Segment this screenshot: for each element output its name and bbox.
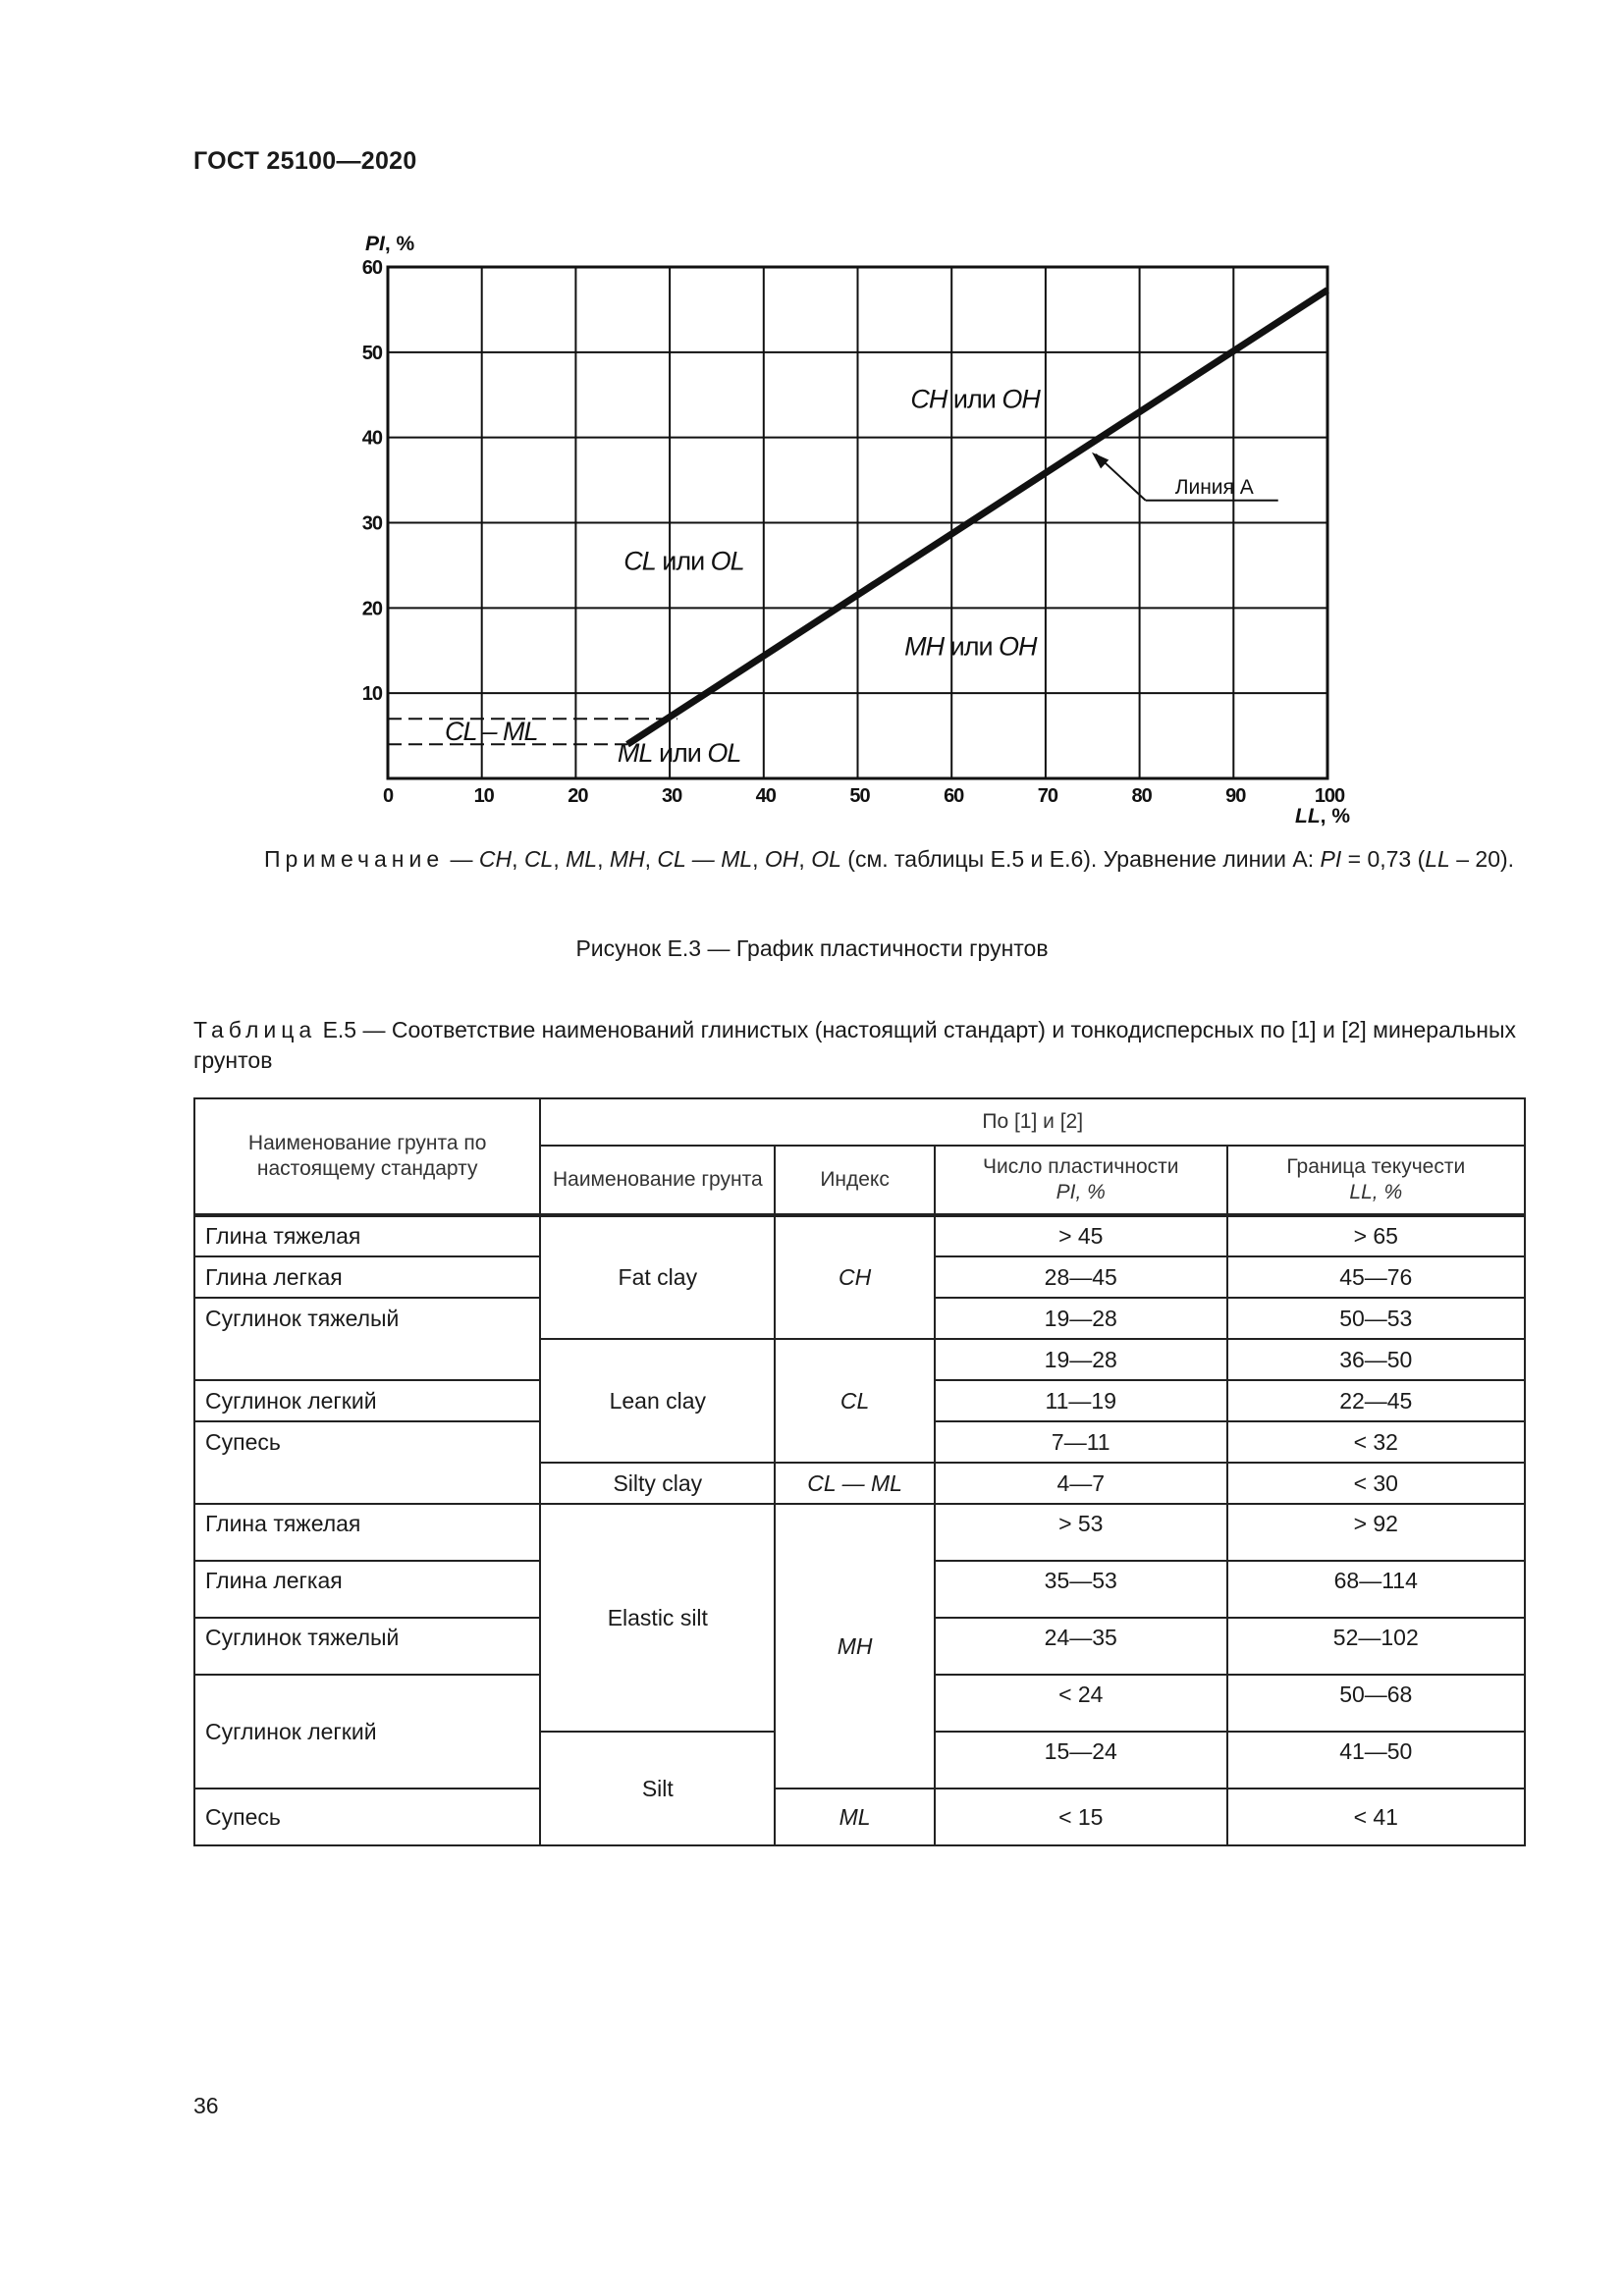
note-segment: (см. таблицы Е.5 и Е.6). Уравнение линии А: xyxy=(840,846,1321,872)
note-segment: CL — ML xyxy=(657,846,753,872)
x-axis-label: LL, % xyxy=(1295,805,1350,828)
header-gost-name: Наименование грунта по настоящему стандарту xyxy=(194,1098,540,1215)
annotation-arrowhead xyxy=(1092,453,1109,469)
annotation-label: Линия А xyxy=(1174,475,1254,499)
pi-cell: 19—28 xyxy=(935,1298,1227,1339)
pi-cell: 19—28 xyxy=(935,1339,1227,1380)
note-segment: ML xyxy=(566,846,598,872)
zone-label: ML или OL xyxy=(617,737,741,768)
table-row xyxy=(194,1789,1525,1845)
index-cell: CH xyxy=(775,1215,935,1339)
table-row xyxy=(194,1215,1525,1256)
ll-cell: > 65 xyxy=(1227,1215,1525,1256)
ll-cell: < 32 xyxy=(1227,1421,1525,1463)
x-tick-label: 90 xyxy=(1225,785,1246,807)
x-tick-label: 50 xyxy=(849,785,870,807)
ll-cell: 52—102 xyxy=(1227,1618,1525,1675)
note-segment: – 20). xyxy=(1449,846,1515,872)
note-segment: OL xyxy=(811,846,841,872)
ll-cell: 68—114 xyxy=(1227,1561,1525,1618)
x-tick-label: 70 xyxy=(1037,785,1058,807)
pi-cell: < 15 xyxy=(935,1789,1227,1845)
note-segment: , xyxy=(512,846,524,872)
gost-name-cell: Глина легкая xyxy=(194,1561,540,1618)
figure-note xyxy=(193,842,1525,877)
index-cell: CL xyxy=(775,1339,935,1463)
ll-cell: 50—68 xyxy=(1227,1675,1525,1732)
table-row xyxy=(194,1504,1525,1561)
soil-name-cell: Lean clay xyxy=(540,1339,775,1463)
header-pi xyxy=(935,1146,1227,1215)
y-tick-label: 50 xyxy=(361,342,382,364)
ll-cell: 45—76 xyxy=(1227,1256,1525,1298)
note-segment: PI xyxy=(1320,846,1342,872)
header-name: Наименование грунта xyxy=(540,1146,775,1215)
index-cell: ML xyxy=(775,1789,935,1845)
note-segment: , xyxy=(798,846,812,872)
header-ll-symbol: LL, % xyxy=(1349,1181,1403,1203)
table-caption-text: Е.5 — Соответствие наименований глинистых (настоящий стандарт) и тонкодисперсных по [1] и [2] минеральных грунтов xyxy=(193,1017,1517,1073)
x-tick-label: 0 xyxy=(382,785,394,807)
soil-correspondence-table xyxy=(193,1097,1526,1846)
page-number: 36 xyxy=(193,2093,219,2118)
soil-name-cell: Silt xyxy=(540,1732,775,1845)
note-label: Примечание xyxy=(264,846,445,872)
table-caption-label: Таблица xyxy=(193,1017,317,1042)
x-tick-label: 20 xyxy=(568,785,588,807)
ll-cell: 41—50 xyxy=(1227,1732,1525,1789)
gost-name-cell: Суглинок легкий xyxy=(194,1380,540,1421)
gost-name-cell: Суглинок тяжелый xyxy=(194,1618,540,1675)
gost-name-cell: Глина легкая xyxy=(194,1256,540,1298)
note-segment: LL xyxy=(1425,846,1450,872)
pi-cell: < 24 xyxy=(935,1675,1227,1732)
y-tick-label: 10 xyxy=(361,683,382,706)
ll-cell: < 30 xyxy=(1227,1463,1525,1504)
pi-cell: > 53 xyxy=(935,1504,1227,1561)
table-caption xyxy=(193,1015,1525,1076)
y-tick-label: 30 xyxy=(361,512,382,535)
y-axis-label: PI, % xyxy=(365,233,415,255)
x-tick-label: 10 xyxy=(473,785,494,807)
header-index: Индекс xyxy=(775,1146,935,1215)
figure-caption: Рисунок Е.3 — График пластичности грунтов xyxy=(575,935,1049,961)
pi-cell: > 45 xyxy=(935,1215,1227,1256)
header-pi-label: Число пластичности xyxy=(983,1155,1179,1178)
y-tick-label: 20 xyxy=(361,598,382,620)
pi-cell: 11—19 xyxy=(935,1380,1227,1421)
note-segment: — xyxy=(444,846,479,872)
gost-name-cell: Глина тяжелая xyxy=(194,1504,540,1561)
y-tick-label: 40 xyxy=(361,427,382,450)
note-segment: , xyxy=(597,846,610,872)
x-tick-label: 30 xyxy=(661,785,682,807)
soil-name-cell: Elastic silt xyxy=(540,1504,775,1732)
ll-cell: < 41 xyxy=(1227,1789,1525,1845)
header-ll-label: Граница текучести xyxy=(1286,1155,1466,1178)
ll-cell: 36—50 xyxy=(1227,1339,1525,1380)
pi-cell: 35—53 xyxy=(935,1561,1227,1618)
soil-name-cell: Silty clay xyxy=(540,1463,775,1504)
x-tick-label: 40 xyxy=(755,785,776,807)
pi-cell: 15—24 xyxy=(935,1732,1227,1789)
soil-name-cell: Fat clay xyxy=(540,1215,775,1339)
zone-label: CL – ML xyxy=(444,717,538,747)
ll-cell: 50—53 xyxy=(1227,1298,1525,1339)
y-tick-label: 60 xyxy=(361,257,382,279)
x-tick-label: 100 xyxy=(1314,785,1345,807)
note-segment: , xyxy=(644,846,658,872)
zone-label: CL или OL xyxy=(623,546,744,576)
header-ll xyxy=(1227,1146,1525,1215)
header-group: По [1] и [2] xyxy=(540,1098,1525,1146)
document-code: ГОСТ 25100—2020 xyxy=(193,147,417,175)
pi-cell: 7—11 xyxy=(935,1421,1227,1463)
pi-cell: 4—7 xyxy=(935,1463,1227,1504)
gost-name-cell: Супесь xyxy=(194,1421,540,1504)
plasticity-chart xyxy=(0,0,1624,883)
index-cell: MH xyxy=(775,1504,935,1789)
gost-name-cell: Суглинок тяжелый xyxy=(194,1298,540,1380)
gost-name-cell: Глина тяжелая xyxy=(194,1215,540,1256)
ll-cell: > 92 xyxy=(1227,1504,1525,1561)
zone-label: MH или OH xyxy=(904,631,1037,662)
note-segment: CL xyxy=(523,846,554,872)
pi-cell: 24—35 xyxy=(935,1618,1227,1675)
note-segment: MH xyxy=(609,846,645,872)
x-tick-label: 80 xyxy=(1131,785,1152,807)
pi-cell: 28—45 xyxy=(935,1256,1227,1298)
x-tick-label: 60 xyxy=(944,785,964,807)
header-pi-symbol: PI, % xyxy=(1056,1181,1106,1203)
note-segment: OH xyxy=(764,846,799,872)
a-line xyxy=(627,290,1327,744)
note-segment: CH xyxy=(478,846,513,872)
zone-label: CH или OH xyxy=(910,384,1040,414)
note-text xyxy=(444,846,1514,872)
note-segment: = 0,73 ( xyxy=(1341,846,1426,872)
ll-cell: 22—45 xyxy=(1227,1380,1525,1421)
note-segment: , xyxy=(752,846,765,872)
index-cell: CL — ML xyxy=(775,1463,935,1504)
gost-name-cell: Суглинок легкий xyxy=(194,1675,540,1789)
note-segment: , xyxy=(553,846,567,872)
gost-name-cell: Супесь xyxy=(194,1789,540,1845)
